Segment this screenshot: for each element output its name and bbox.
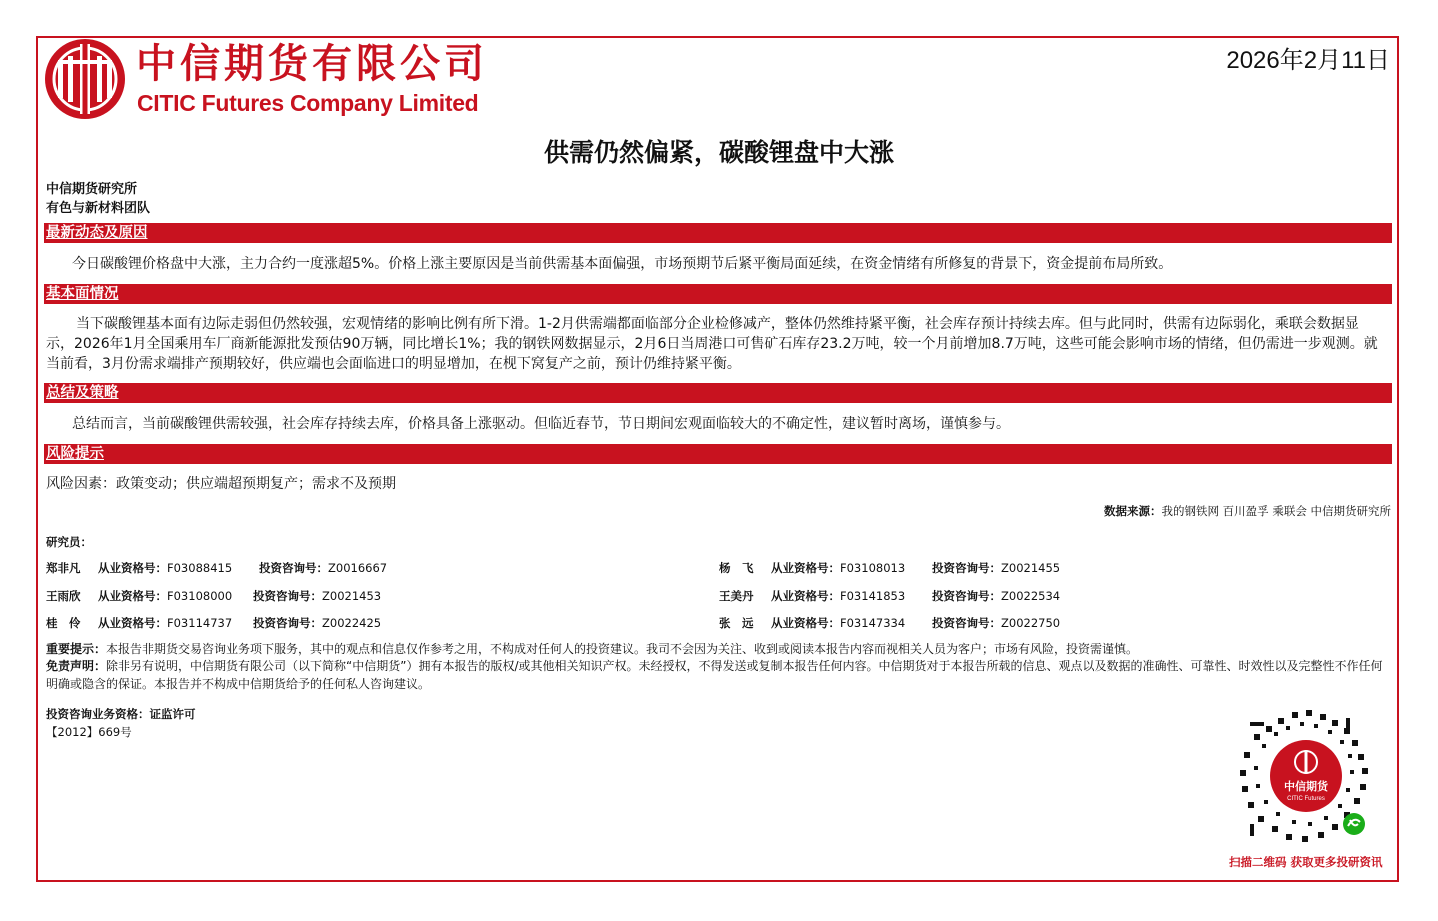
company-name-cn: 中信期货有限公司 [136, 40, 488, 87]
qual-number: F03141853 [840, 589, 906, 603]
researcher-row: 王美丹 从业资格号：F03141853 投资咨询号：Z0022534 [719, 589, 1061, 603]
researcher-name: 王雨欣 [46, 589, 81, 603]
section-bar-risk [44, 444, 1392, 464]
section-heading: 最新动态及原因 [46, 225, 148, 241]
data-source-label: 数据来源： [1104, 504, 1162, 518]
qr-center-en: CITIC Futures [1287, 796, 1325, 802]
section-heading: 风险提示 [46, 446, 104, 462]
section-heading: 基本面情况 [46, 286, 119, 302]
report-title: 供需仍然偏紧，碳酸锂盘中大涨 [543, 138, 894, 167]
researcher-row: 杨 飞 从业资格号：F03108013 投资咨询号：Z0021455 [719, 561, 1061, 575]
qual-number: F03088415 [167, 561, 233, 575]
consult-number: Z0022534 [1001, 589, 1061, 603]
researcher-row: 郑非凡 从业资格号：F03088415 投资咨询号：Z0016667 [46, 561, 388, 575]
research-institute: 中信期货研究所 [46, 182, 138, 197]
mini-program-qr-icon [1236, 706, 1372, 848]
researcher-row: 张 远 从业资格号：F03147334 投资咨询号：Z0022750 [719, 616, 1061, 630]
researcher-name: 王美丹 [719, 589, 754, 603]
researcher-row: 王雨欣 从业资格号：F03108000 投资咨询号：Z0021453 [46, 589, 382, 603]
company-name-en: CITIC Futures Company Limited [137, 90, 479, 116]
consult-number: Z0022425 [322, 616, 382, 630]
important-notice [46, 641, 1388, 659]
qual-number: F03108000 [167, 589, 233, 603]
research-team: 有色与新材料团队 [46, 201, 151, 216]
qual-number: F03114737 [167, 616, 233, 630]
citic-logo-icon [44, 38, 126, 120]
consult-number: Z0021453 [322, 589, 382, 603]
researchers-label: 研究员： [46, 535, 92, 549]
qr-caption: 扫描二维码 获取更多投研资讯 [1229, 855, 1383, 869]
researcher-name: 杨 飞 [719, 561, 754, 575]
disclaimer-statement [46, 658, 1388, 693]
researcher-name: 桂 伶 [46, 616, 81, 630]
section-body-latest: 今日碳酸锂价格盘中大涨，主力合约一度涨超5%。价格上涨主要原因是当前供需基本面偏强，市场预期节后紧平衡局面延续，在资金情绪有所修复的背景下，资金提前布局所致。 [72, 256, 1173, 272]
section-body-fundamentals: 当下碳酸锂基本面有边际走弱但仍然较强，宏观情绪的影响比例有所下滑。1-2月供需端都面临部分企业检修减产，整体仍然维持紧平衡，社会库存预计持续去库。但与此同时，供需有边际弱化，乘联会数据显示，2026年1月全国乘用车厂商新能源批发预估90万辆，同比增长1%；我的钢铁网数据显示，2月6日当周港口可售矿石库存23.2万吨，较一个月前增加8.7万吨，这些可能会影响市场的情绪，但仍需进一步观测。就当前看，3月份需求端排产预期较好，供应端也会面临进口的明显增加，在枧下窝复产之前，预计仍维持紧平衡。 [46, 316, 1378, 372]
statement-label: 免责声明： [46, 659, 107, 673]
section-heading: 总结及策略 [46, 385, 119, 401]
section-bar-strategy [44, 383, 1392, 403]
researcher-name: 郑非凡 [46, 561, 81, 575]
consult-number: Z0016667 [328, 561, 388, 575]
consult-number: Z0022750 [1001, 616, 1061, 630]
notice-text: 本报告非期货交易咨询业务项下服务，其中的观点和信息仅作参考之用，不构成对任何人的投资建议。我司不会因为关注、收到或阅读本报告内容而视相关人员为客户；市场有风险，投资需谨慎。 [106, 642, 1139, 656]
notice-label: 重要提示： [46, 642, 107, 656]
section-bar-fundamentals [44, 284, 1392, 304]
consult-number: Z0021455 [1001, 561, 1061, 575]
qr-center-cn: 中信期货 [1284, 780, 1328, 793]
section-body-strategy: 总结而言，当前碳酸锂供需较强，社会库存持续去库，价格具备上涨驱动。但临近春节，节日期间宏观面临较大的不确定性，建议暂时离场，谨慎参与。 [72, 416, 1010, 432]
section-body-risk: 风险因素：政策变动；供应端超预期复产；需求不及预期 [46, 476, 396, 492]
data-source-value: 我的钢铁网 百川盈孚 乘联会 中信期货研究所 [1161, 504, 1391, 518]
license-line-2: 【2012】669号 [46, 725, 132, 739]
report-date: 2026年2月11日 [1226, 47, 1390, 74]
qual-number: F03108013 [840, 561, 906, 575]
section-bar-latest [44, 223, 1392, 243]
researcher-name: 张 远 [719, 616, 754, 630]
statement-text: 除非另有说明，中信期货有限公司（以下简称“中信期货”）拥有本报告的版权/或其他相关知识产权。未经授权，不得发送或复制本报告任何内容。中信期货对于本报告所载的信息、观点以及数据的准确性、可靠性、时效性以及完整性不作任何明确或隐含的保证。本报告并不构成中信期货给予的任何私人咨询建议。 [46, 659, 1383, 691]
researcher-row: 桂 伶 从业资格号：F03114737 投资咨询号：Z0022425 [46, 616, 382, 630]
license-line-1: 投资咨询业务资格：证监许可 [46, 707, 196, 721]
qual-number: F03147334 [840, 616, 906, 630]
data-source [1104, 503, 1391, 519]
